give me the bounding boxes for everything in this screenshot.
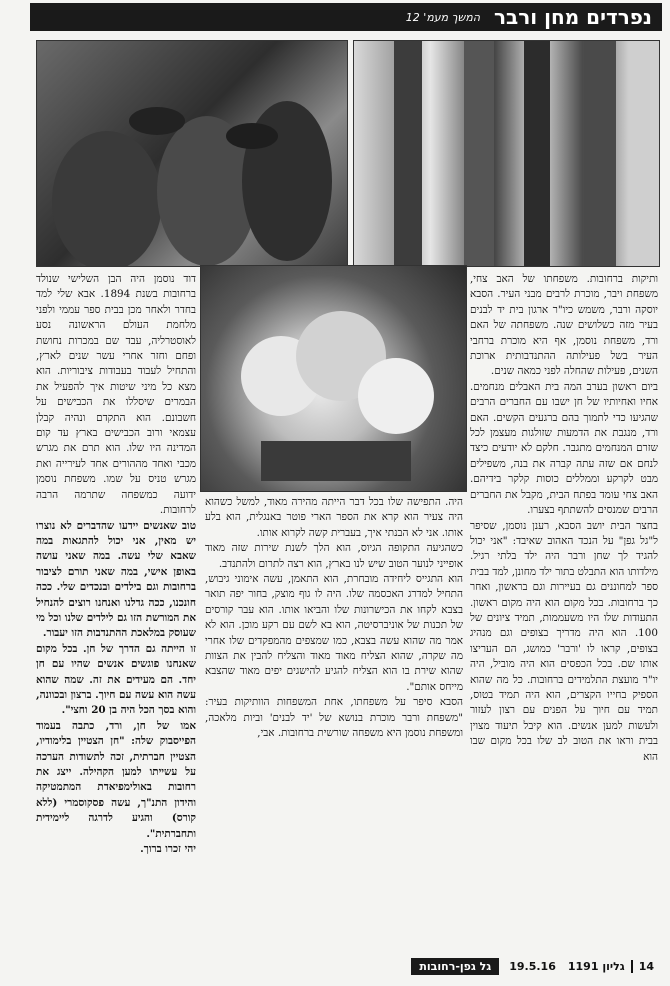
issue-number: גליון 1191	[567, 959, 625, 973]
photo-honor-guard	[353, 40, 660, 267]
page-number: 14	[631, 960, 660, 973]
photo-memorial-wreaths	[200, 265, 467, 492]
paragraph: היה. התפישה שלו בכל דבר הייתה מהירה מאוד, למשל כשהוא היה צעיר הוא קרא את הספר הארי פוטר באנגלית, הוא בלע אותו. אני לא הבנתי איך, בעברית קשה לקרוא אותו.	[205, 496, 463, 539]
article-header-banner	[30, 3, 662, 31]
article-title: נפרדים מחן ורבר	[494, 5, 652, 29]
page-footer	[388, 956, 660, 976]
paragraph: הסבא סיפר על משפחתו, אחת המשפחות הוותיקות בעיר: "משפחת ורבר מוכרת בנושא של 'יד לבנים' וביות מלאכה, ומשפחת נוסמן היא משפחה שורשית ברחובות. אבי,	[205, 696, 463, 740]
issue-date: 19.5.16	[509, 959, 556, 973]
paragraph: דוד נוסמן היה הבן השלישי שנולד ברחובות בשנת 1894. אבא שלי למד בחדר ולאחר מכן בבית ספר עממי ולפני מלחמת העולם הראשונה נסע לאוסטרליה, עבד שם במכרות נחושת ופחם וחזר אחרי עשר שנים לארץ, והתחיל לעבוד בעבודות ציבוריות. הוא מצא כל מיני שיטות איך להפעיל את הבמרים שיסללו את הכבישים על חשבונם. הוא התקדם ונהיה קבלן עצמאי ורוב הכבישים בארץ עד קום המדינה היו שלו. הוא תרם את מגרש מכבי ואחד מההורים אחד לעירייה ואת מגרש טניס על שמו. משפחת נוסמן ידועה כמשפחה שתרמה הרבה לרחובות.	[36, 273, 196, 517]
masthead: גל גפן-רחובות	[411, 958, 499, 975]
text-column-middle	[205, 495, 463, 954]
paragraph: בחצר הבית יושב הסבא, רענן נוסמן, שסיפר ל"גל גפן" על הנכד האהוב שאיבד: "אני יכול להגיד לך שחן ורבר היה ילד בלתי רגיל. מילדותו הוא התבלט בתור ילד מחונן, למד בבית ספר למחוננים גם בעיירות וגם בראשון, ואחר כך ברחובות. בכל מקום הוא היה מקום ראשון. התעודות שלו היו משעממות, תמיד ציונים של 100. הוא היה מדריך בצופים וגם מנהיג בצופים, קראו לו 'ורבר' כמושג, הם העריצו אותו שם. בכל הכפסים הוא היה מוביל, היה יו"ר מועצת התלמידים ברחובות. כל מה שהוא הספיק בחייו הקצרים, הוא היה תמיד בטוס, תמיד עם חיוך על הפנים עם רצון לעזור ולעשות למען אנשים. הוא קיבל תיעוד מצוין בבית וראו את הטוב לב שלו בכל מקום שבו הוא	[470, 519, 658, 763]
paragraph-bold: זו הייתה גם הדרך של חן. בכל מקום שאנחנו פוגשים אנשים שהיו עם חן יחד. הם מעידים את זה. שמה שהוא עשה הוא עשה עם חיוך. ברצון ובכוונה, והוא בסך הכל היה בן 20 וחצי".	[36, 642, 196, 717]
paragraph-bold: טוב שאנשים יידעו שהדברים לא נוצרו יש מאין, אני יכול להתגאות במה שאבא שלי עשה. במה שאני עושה באופן אישי, במה שאני תורם לציבור ברחובות וגם בילדים ובנכדים שלי. ככה חונכנו, ככה גדלנו ואנחנו רוצים להנחיל את המורשת הזו גם לילדים שלנו וכל מי שעוסק במלאכת ההתנדבות הזו יעבור.	[36, 519, 196, 640]
paragraph: כשהגיעה התקופה הגיוס, הוא הלך לשנת שירות שזה מאוד אופייני לנוער הטוב שיש לנו בארץ, הוא רצה לתרום ולהתנדב.	[205, 542, 463, 570]
paragraph: ותיקות ברחובות. משפחתו של האב צחי, משפחת ויבר, מוכרת לרבים מבני העיר. הסבא יוסקה ורבר, משמש כיו"ר ארגון בית יד לבנים בעיר מזה כשלושים שנה. משפחתה של האם ורד, משפחת נוסמן, אף היא מוכרת ברחבי העיר בשל פעילותה ההתנדבותית ארוכת השנים, פעילות שהחלה לפני כמאה שנים.	[470, 273, 658, 378]
photo-soldiers-salute	[36, 40, 348, 267]
text-column-right	[470, 272, 658, 954]
paragraph: ביום ראשון בערב המה בית האבלים מנחמים. אחיו ואחיותיו של חן ישבו עם החברים הרבים שהגיעו כדי לתמוך בהם ברגעים הקשים. האם ורד, מנגבת את הדמעות שזולגות מעצמן לכל שזרם המנחמים מתגבר. חלקם לא יודעים כיצד לנחם אם שזה עתה קברה את בנה, משפילים מבט לקרקע וממללים כוסות קלקר בידיהם. האב צחי עומד בפתח הבית, מקבל את החברים הרבים שמנסים להשתתף בצערו.	[470, 380, 658, 517]
paragraph-bold: אמו של חן, ורד, כתבה בעמוד הפייסבוק שלה: "חן הצטיין בלימודיו, הצטיין חברתית, זכה לתשודות הערכה על עשייתו למען הקהילה. ייצג את רחובות באולימפיאדת המתמטיקה והידון התנ"ך, עשה פסקוסמרי (ללא קורס) והגיע לדרגה ליימידית ותחברתית".	[36, 719, 196, 840]
text-column-left	[36, 272, 196, 954]
continuation-note: המשך מעמ' 12	[405, 10, 481, 24]
closing-line: יהי זכרו ברוך.	[140, 843, 196, 856]
paragraph: הוא התגייס ליחידה מובחרת, הוא התאמן, עשה אימוני גיבוש, התחיל למדרג האכסמה שלו. היה לו גוף מוצק, בחור יפה תואר בצבא לקחו את הכישרונות שלו והביאו אותו. הוא עבר קורסים של תכנות של אוניברסיטה, הוא בא לשם עם רקע מוכן. הוא לא אמר מה שהוא עשה בצבא, כמו שמצפים מהמפקדים שלו אחרי מה שקרה, שהוא הצליח מאוד מאוד והצליח להבין את הצוות שהוא שירת בו הוא הצליח להגיע להישגים יפים מאוד שהצבא מייחס אותם".	[205, 573, 463, 693]
